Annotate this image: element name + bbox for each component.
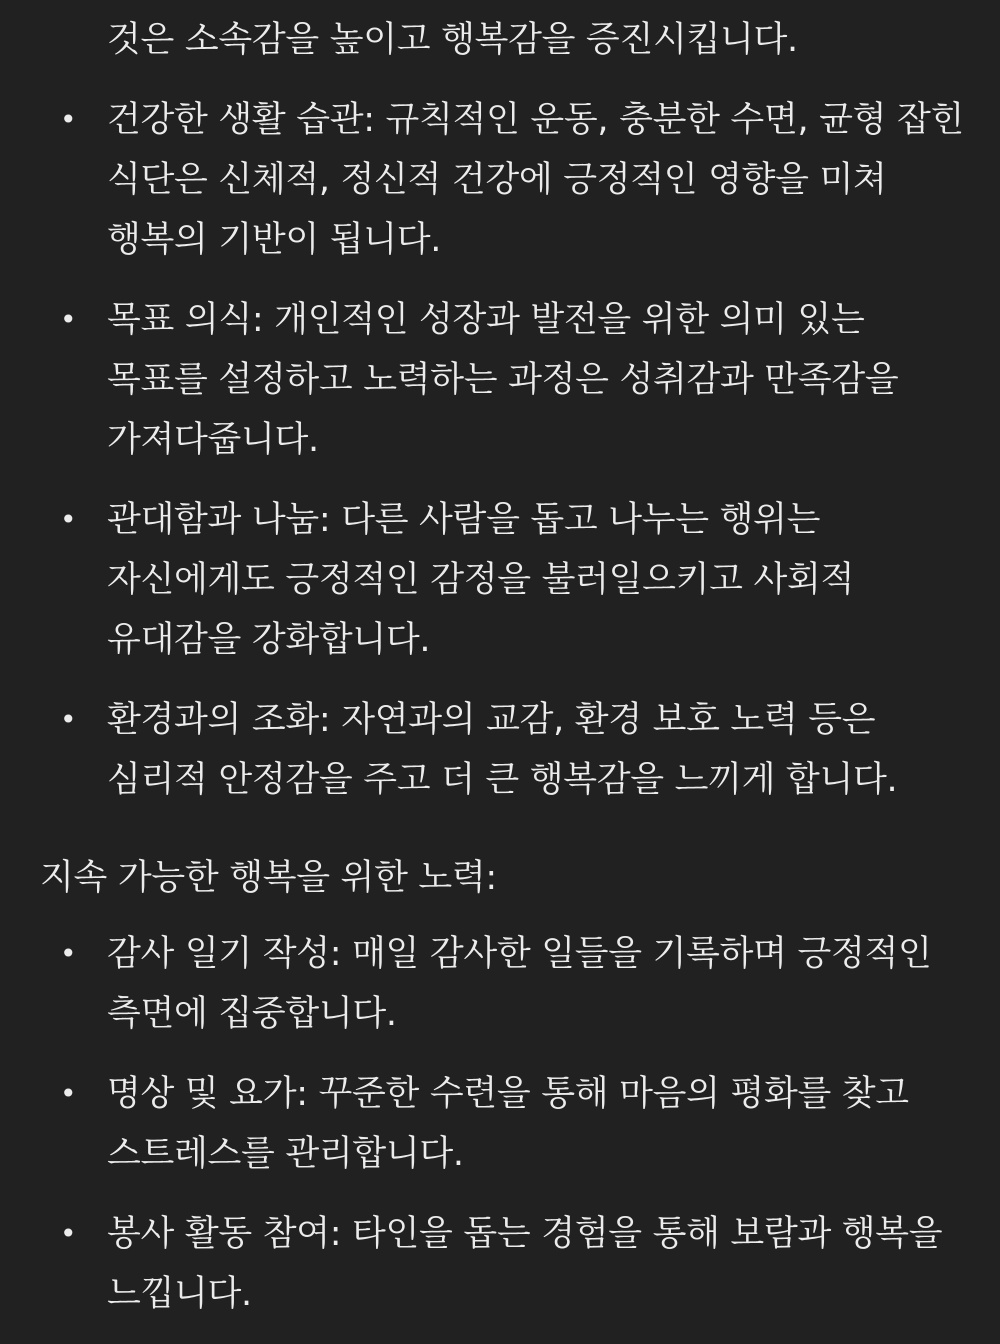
bullet: •	[60, 703, 77, 736]
list-item-text: 측면에 집중합니다.	[107, 994, 397, 1034]
list-item-text: 명상 및 요가: 꾸준한 수련을 통해 마음의 평화를 찾고	[107, 1074, 909, 1114]
list-item-text: 행복의 기반이 됩니다.	[107, 220, 442, 260]
list-item-text: 심리적 안정감을 주고 더 큰 행복감을 느끼게 합니다.	[107, 760, 898, 800]
bullet: •	[60, 303, 77, 336]
list-item-text: 관대함과 나눔: 다른 사람을 돕고 나누는 행위는	[107, 500, 821, 540]
list-item-text: 가져다줍니다.	[107, 420, 319, 460]
list-item-text: 목표 의식: 개인적인 성장과 발전을 위한 의미 있는	[107, 300, 865, 340]
bullet: •	[60, 103, 77, 136]
list-item-text: 자신에게도 긍정적인 감정을 불러일으키고 사회적	[107, 560, 855, 600]
bullet: •	[60, 503, 77, 536]
bullet: •	[60, 1217, 77, 1250]
section-heading: 지속 가능한 행복을 위한 노력:	[40, 858, 497, 898]
list-item-text: 봉사 활동 참여: 타인을 돕는 경험을 통해 보람과 행복을	[107, 1214, 943, 1254]
list-item-continuation: 것은 소속감을 높이고 행복감을 증진시킵니다.	[107, 20, 798, 60]
list-item-text: 유대감을 강화합니다.	[107, 620, 431, 660]
list-item-text: 건강한 생활 습관: 규칙적인 운동, 충분한 수면, 균형 잡힌	[107, 100, 964, 140]
list-item-text: 스트레스를 관리합니다.	[107, 1134, 464, 1174]
list-item-text: 감사 일기 작성: 매일 감사한 일들을 기록하며 긍정적인	[107, 934, 932, 974]
bullet: •	[60, 1077, 77, 1110]
list-item-text: 식단은 신체적, 정신적 건강에 긍정적인 영향을 미쳐	[107, 160, 887, 200]
list-item-text: 느낍니다.	[107, 1274, 252, 1314]
list-item-text: 환경과의 조화: 자연과의 교감, 환경 보호 노력 등은	[107, 700, 876, 740]
bullet: •	[60, 937, 77, 970]
list-item-text: 목표를 설정하고 노력하는 과정은 성취감과 만족감을	[107, 360, 899, 400]
